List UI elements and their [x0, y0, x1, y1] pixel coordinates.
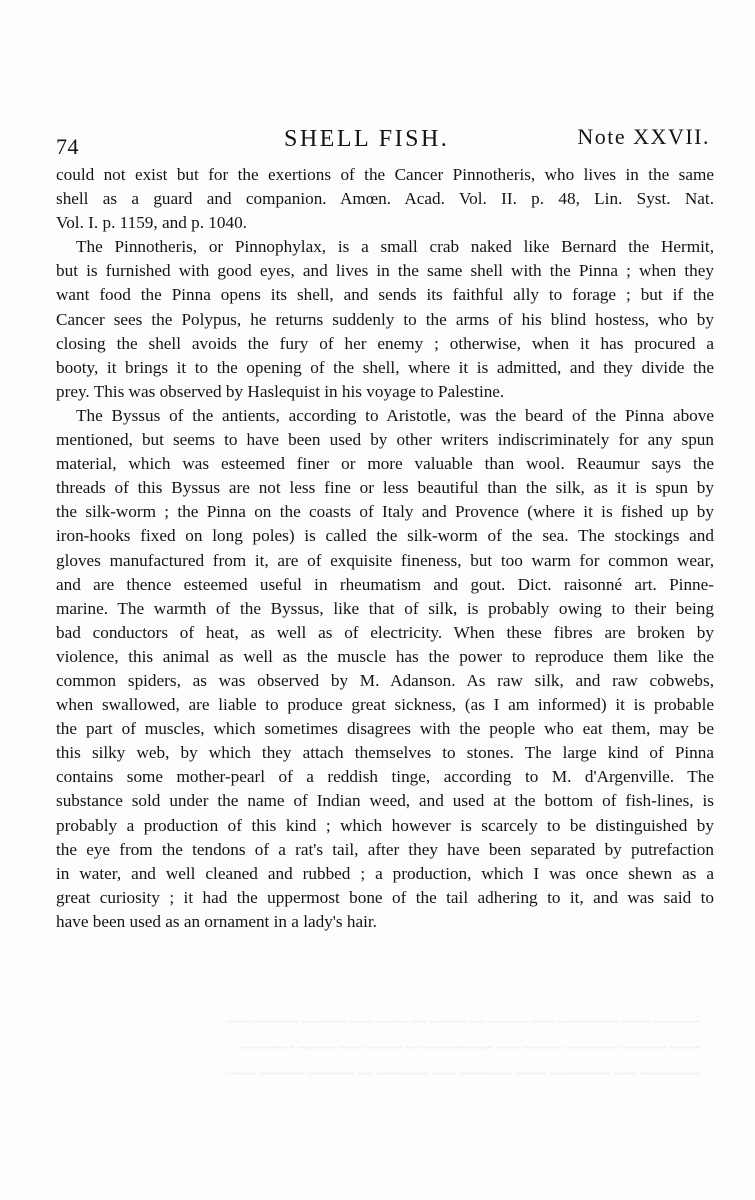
text-line: bad conductors of heat, as well as of electricity. When these fibres are broken by: [56, 622, 714, 642]
paragraph: [56, 235, 714, 404]
text-line: iron-hooks fixed on long poles) is called the silk-worm of the sea. The stockings and: [56, 526, 714, 546]
text-line: gloves manufactured from it, are of exquisite fineness, but too warm for common wear,: [56, 550, 714, 570]
text-line: marine. The warmth of the Byssus, like that of silk, is probably owing to their being: [56, 598, 714, 618]
text-line: shell as a guard and companion. Amœn. Acad. Vol. II. p. 48, Lin. Syst. Nat.: [56, 189, 714, 209]
running-title: SHELL FISH.: [284, 126, 450, 152]
text-line: when swallowed, are liable to produce great sickness, (as I am informed) it is probable: [56, 695, 714, 715]
text-line: threads of this Byssus are not less fine or less beautiful than the silk, as it is spun by: [56, 478, 714, 498]
note-label: Note XXVII.: [577, 124, 710, 149]
text-line: the silk-worm ; the Pinna on the coasts of Italy and Provence (where it is fished up by: [56, 502, 714, 522]
paragraph: [56, 163, 714, 235]
text-line: the part of muscles, which sometimes disagrees with the people who eat them, may be: [56, 719, 714, 739]
text-line: material, which was esteemed finer or more valuable than wool. Reaumur says the: [56, 454, 714, 474]
paragraph: [56, 404, 714, 934]
text-line: The Pinnotheris, or Pinnophylax, is a small crab naked like Bernard the Hermit,: [76, 237, 714, 257]
text-line: great curiosity ; it had the uppermost bone of the tail adhering to it, and was said to: [56, 887, 714, 907]
text-line: prey. This was observed by Haslequist in his voyage to Palestine.: [56, 381, 505, 401]
text-line: substance sold under the name of Indian weed, and used at the bottom of fish-lines, is: [56, 791, 714, 811]
page-number: 74: [56, 134, 79, 159]
text-line: this silky web, by which they attach themselves to stones. The large kind of Pinna: [56, 743, 714, 763]
page-header: [56, 118, 712, 158]
text-line: The Byssus of the antients, according to Aristotle, was the beard of the Pinna above: [76, 405, 714, 425]
text-line: mentioned, but seems to have been used by other writers indiscriminately for any spun: [56, 430, 714, 450]
text-line: and are thence esteemed useful in rheumatism and gout. Dict. raisonné art. Pinne-: [56, 574, 714, 594]
text-line: but is furnished with good eyes, and lives in the same shell with the Pinna ; when they: [56, 261, 714, 281]
body-text: [56, 163, 714, 934]
text-line: could not exist but for the exertions of the Cancer Pinnotheris, who lives in the same: [56, 165, 714, 184]
text-line: booty, it brings it to the opening of the shell, where it is admitted, and they divide the: [56, 357, 714, 377]
text-line: have been used as an ornament in a lady's hair.: [56, 911, 377, 931]
text-line: in water, and well cleaned and rubbed ; a production, which I was once shewn as a: [56, 863, 714, 883]
text-line: Cancer sees the Polypus, he returns suddenly to the arms of his blind hostess, who by: [56, 309, 714, 329]
text-line: probably a production of this kind ; which however is scarcely to be distinguished by: [56, 815, 714, 835]
text-line: the eye from the tendons of a rat's tail, after they have been separated by putrefaction: [56, 839, 714, 859]
show-through-text: ~~~~~~ ~~~~ ~~~~~~~~ ~~~ ~~~~~ ~~ ~~~~~ ~~ ~~~~ ~~~ ~~~~~~ ~~~~~~ ~~~ ~~~~ ~~~~~~ ~~~~~~~ ~~~~~ ~~~ ~~~~~~~~~ ~~ ~~~~~ ~~~ ~~~~~ ~~~~~~~ ~~~~~~~~ ~~~ ~~~~~~~~ ~~~~ ~~~~~~~ ~~~ ~~~~~~~ ~~ ~~~~~~ ~~~~~~ ~~~~: [225, 1015, 700, 1082]
text-line: violence, this animal as well as the muscle has the power to reproduce them like the: [56, 646, 714, 666]
text-line: Vol. I. p. 1159, and p. 1040.: [56, 213, 247, 233]
text-line: closing the shell avoids the fury of her enemy ; otherwise, when it has procured a: [56, 333, 714, 353]
text-line: contains some mother-pearl of a reddish tinge, according to M. d'Argenville. The: [56, 767, 714, 787]
text-line: want food the Pinna opens its shell, and sends its faithful ally to forage ; but if the: [56, 285, 714, 305]
text-line: common spiders, as was observed by M. Adanson. As raw silk, and raw cobwebs,: [56, 670, 714, 690]
